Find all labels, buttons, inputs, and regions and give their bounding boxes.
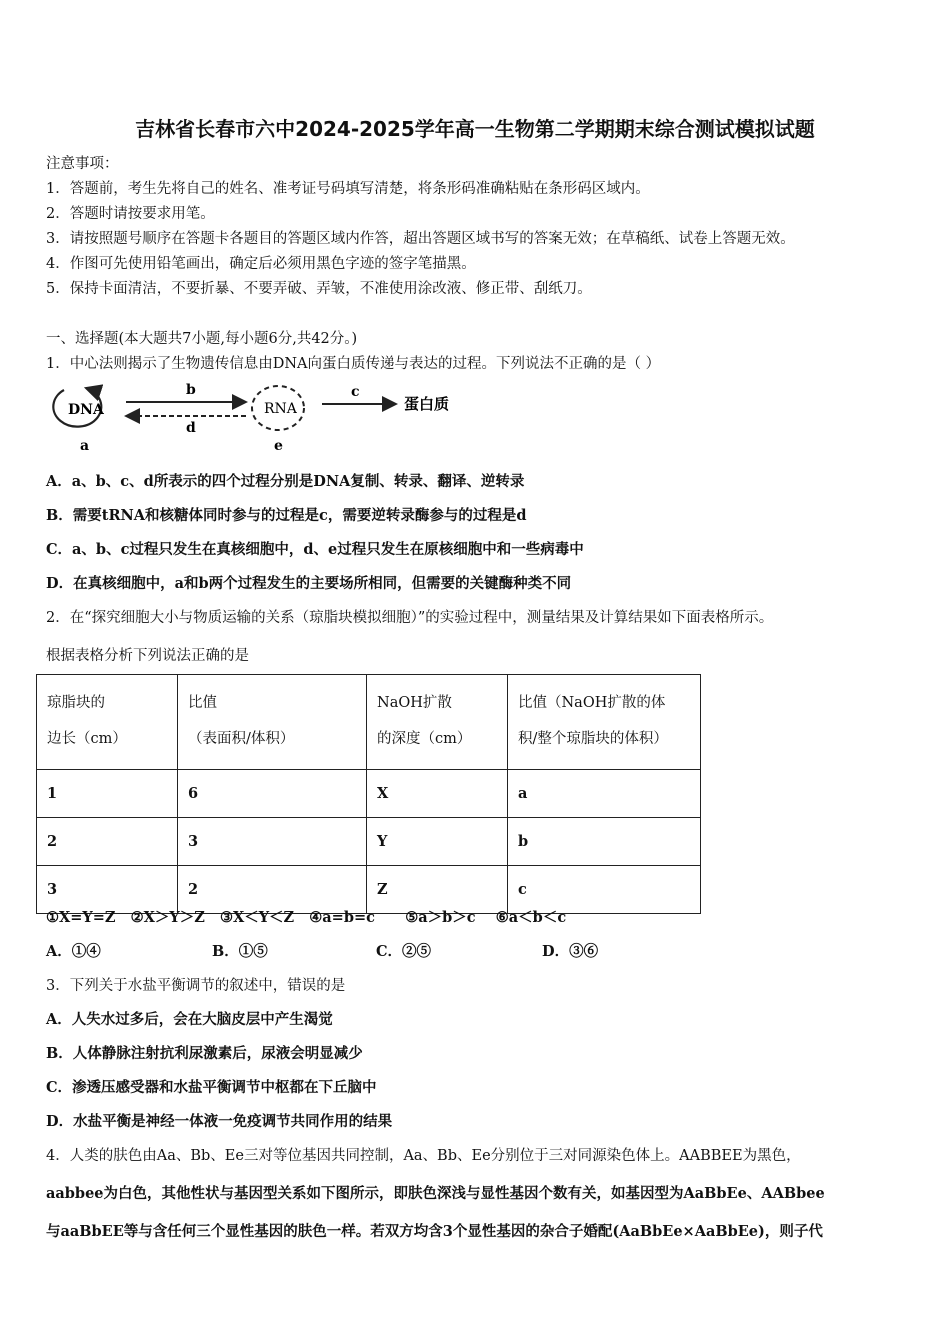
table-cell: 3 [178,818,367,866]
question-2-option-c: C．②⑤ [376,943,432,960]
notice-item: 1．答题前，考生先将自己的姓名、准考证号码填写清楚，将条形码准确粘贴在条形码区域内。 [46,181,650,197]
header-text: 积/整个琼脂块的体积） [518,731,668,747]
question-1-option-c: C．a、b、c过程只发生在真核细胞中，d、e过程只发生在原核细胞中和一些病毒中 [46,541,584,558]
notice-item: 2．答题时请按要求用笔。 [46,206,215,222]
header-text: NaOH扩散 [377,695,452,711]
question-1-option-a: A．a、b、c、d所表示的四个过程分别是DNA复制、转录、翻译、逆转录 [46,473,525,490]
table-row [37,818,701,866]
table-cell: a [508,770,701,818]
header-text: 比值 [188,695,217,711]
table-cell: X [367,770,508,818]
table-row [37,770,701,818]
question-2-option-b: B．①⑤ [212,943,268,960]
question-4-stem: 4．人类的肤色由Aa、Bb、Ee三对等位基因共同控制，Aa、Bb、Ee分别位于三对同源染色体上。AABBEE为黑色， [46,1148,801,1164]
table-cell: 3 [37,866,178,914]
table-cell: c [508,866,701,914]
question-2-stem-cont: 根据表格分析下列说法正确的是 [46,648,249,664]
table-header-cell [508,675,701,770]
question-2-option-d: D．③⑥ [542,943,599,960]
label-d: d [186,420,196,436]
header-text: （表面积/体积） [188,731,295,747]
notice-item: 4．作图可先使用铅笔画出，确定后必须用黑色字迹的签字笔描黑。 [46,256,476,272]
table-cell: 2 [178,866,367,914]
header-text: 的深度（cm） [377,731,472,747]
table-cell: 2 [37,818,178,866]
table-cell: 6 [178,770,367,818]
page-title: 吉林省长春市六中2024-2025学年高一生物第二学期期末综合测试模拟试题 [135,117,815,141]
label-b: b [186,382,196,398]
question-3-option-b: B．人体静脉注射抗利尿激素后，尿液会明显减少 [46,1045,363,1062]
table-cell: 1 [37,770,178,818]
table-cell: Z [367,866,508,914]
header-text: 比值（NaOH扩散的体 [518,695,666,711]
question-1-option-d: D．在真核细胞中，a和b两个过程发生的主要场所相同，但需要的关键酶种类不同 [46,575,572,592]
notice-heading: 注意事项： [46,156,119,172]
table-cell: Y [367,818,508,866]
label-e: e [274,438,283,454]
notice-item: 3．请按照题号顺序在答题卡各题目的答题区域内作答，超出答题区域书写的答案无效；在草稿纸、试卷上答题无效。 [46,231,795,247]
question-1-stem: 1．中心法则揭示了生物遗传信息由DNA向蛋白质传递与表达的过程。下列说法不正确的是（ ） [46,356,661,372]
question-4-stem-cont: aabbee为白色，其他性状与基因型关系如下图所示，即肤色深浅与显性基因个数有关，如基因型为AaBbEe、AABbee [46,1185,825,1202]
question-3-option-c: C．渗透压感受器和水盐平衡调节中枢都在下丘脑中 [46,1079,377,1096]
table-header-cell [367,675,508,770]
protein-label: 蛋白质 [404,395,450,413]
question-1-option-b: B．需要tRNA和核糖体同时参与的过程是c，需要逆转录酶参与的过程是d [46,507,527,524]
question-2-stem: 2．在“探究细胞大小与物质运输的关系（琼脂块模拟细胞）”的实验过程中，测量结果及计算结果如下面表格所示。 [46,610,774,626]
rna-label: RNA [264,401,297,417]
table-header-cell [37,675,178,770]
label-c: c [351,384,360,400]
question-2-option-a: A．①④ [46,943,101,960]
label-a: a [80,438,90,454]
central-dogma-diagram [46,378,476,454]
dna-label: DNA [68,402,104,418]
header-text: 边长（cm） [47,731,127,747]
agar-block-table [36,674,701,914]
table-header-row [37,675,701,770]
notice-item: 5．保持卡面清洁，不要折暴、不要弄破、弄皱，不准使用涂改液、修正带、刮纸刀。 [46,281,592,297]
question-3-option-d: D．水盐平衡是神经一体液一免疫调节共同作用的结果 [46,1113,393,1130]
question-4-stem-cont: 与aaBbEE等与含任何三个显性基因的肤色一样。若双方均含3个显性基因的杂合子婚配(AaBbEe×AaBbEe)，则子代 [46,1223,823,1240]
question-3-option-a: A．人失水过多后，会在大脑皮层中产生渴觉 [46,1011,333,1028]
question-3-stem: 3．下列关于水盐平衡调节的叙述中，错误的是 [46,978,346,994]
header-text: 琼脂块的 [47,695,105,711]
table-header-cell [178,675,367,770]
table-cell: b [508,818,701,866]
question-2-statements: ①X=Y=Z ②X＞Y＞Z ③X＜Y＜Z ④a=b=c ⑤a＞b＞c ⑥a＜b＜c [46,909,567,926]
section-heading: 一、选择题(本大题共7小题,每小题6分,共42分。) [46,331,358,347]
